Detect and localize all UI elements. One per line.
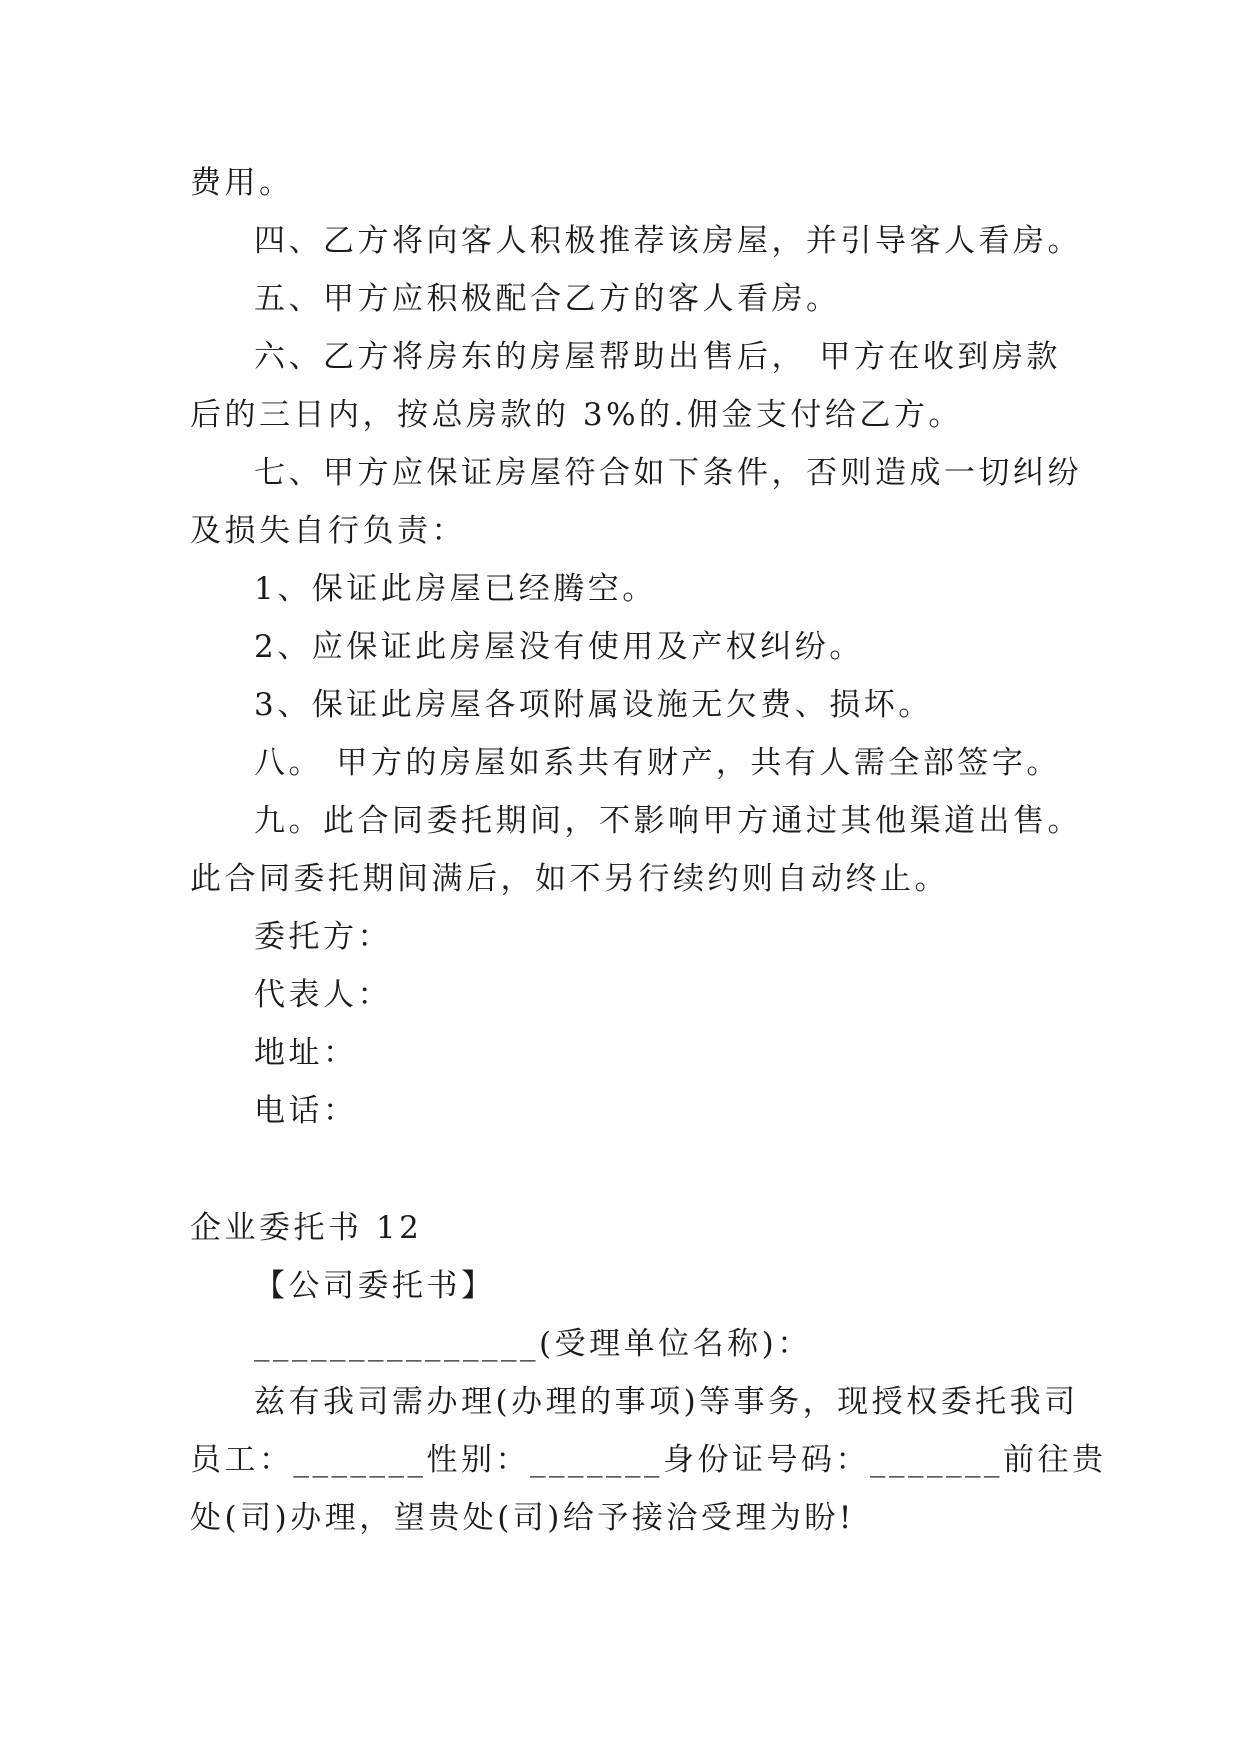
signature-field-label: 地址：: [254, 1035, 358, 1071]
signature-field-label: 代表人：: [254, 977, 392, 1013]
text-line: 七、甲方应保证房屋符合如下条件，否则造成一切纠纷: [254, 455, 1082, 491]
text-line: 五、甲方应积极配合乙方的客人看房。: [254, 281, 841, 317]
text-line: 八。 甲方的房屋如系共有财产，共有人需全部签字。: [254, 745, 1061, 781]
text-line: 2、应保证此房屋没有使用及产权纠纷。: [254, 629, 864, 665]
text-line: 及损失自行负责：: [190, 513, 466, 549]
text-line: 3、保证此房屋各项附属设施无欠费、损坏。: [254, 687, 933, 723]
text-line: _______________(受理单位名称)：: [254, 1326, 812, 1362]
text-line: 四、乙方将向客人积极推荐该房屋，并引导客人看房。: [254, 223, 1082, 259]
text-line: 处(司)办理，望贵处(司)给予接洽受理为盼!: [190, 1500, 855, 1536]
text-line: 九。此合同委托期间，不影响甲方通过其他渠道出售。: [254, 803, 1082, 839]
section-subtitle: 【公司委托书】: [254, 1268, 496, 1304]
signature-field-label: 委托方：: [254, 919, 392, 955]
signature-field-label: 电话：: [254, 1093, 358, 1129]
text-line: 兹有我司需办理(办理的事项)等事务，现授权委托我司: [254, 1384, 1079, 1420]
text-line: 员工：_______性别：_______身份证号码：_______前往贵: [190, 1442, 1107, 1478]
text-line: 六、乙方将房东的房屋帮助出售后， 甲方在收到房款: [254, 339, 1061, 375]
text-line: 费用。: [190, 165, 294, 201]
section-title: 企业委托书 12: [190, 1210, 423, 1246]
text-line: 此合同委托期间满后，如不另行续约则自动终止。: [190, 861, 949, 897]
text-line: 1、保证此房屋已经腾空。: [254, 571, 657, 607]
text-line: 后的三日内，按总房款的 3%的.佣金支付给乙方。: [190, 397, 963, 433]
